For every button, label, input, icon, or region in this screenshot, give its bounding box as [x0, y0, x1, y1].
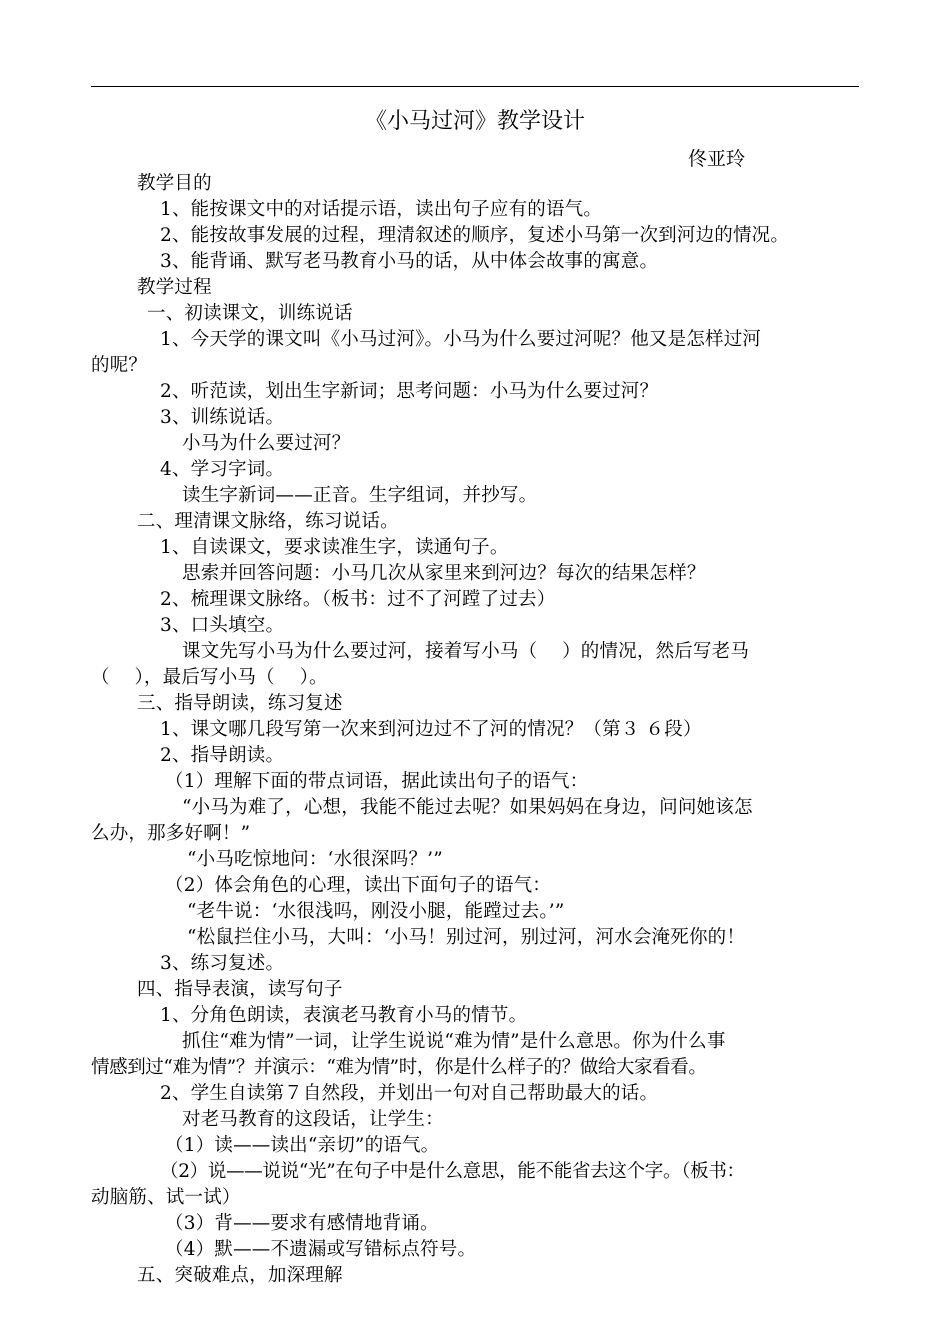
- body-line: （2）说——说说“光”在句子中是什么意思，能不能省去这个字。（板书：: [160, 1161, 745, 1182]
- body-line: 课文先写小马为什么要过河，接着写小马（ ）的情况，然后写老马: [182, 641, 750, 662]
- body-line: 2、学生自读第７自然段，并划出一句对自己帮助最大的话。: [160, 1083, 659, 1104]
- body-line: 抓住“难为情”一词，让学生说说“难为情”是什么意思。你为什么事: [182, 1031, 726, 1052]
- section-heading: 四、指导表演，读写句子: [137, 979, 343, 1000]
- body-line: 情感到过“难为情”？并演示：“难为情”时，你是什么样子的？做给大家看看。: [91, 1057, 707, 1078]
- body-line: 3、训练说话。: [160, 407, 285, 428]
- body-line: 1、分角色朗读，表演老马教育小马的情节。: [160, 1005, 528, 1026]
- section-heading: 三、指导朗读，练习复述: [137, 693, 343, 714]
- quote-line: “小马吃惊地问：‘水很深吗？’”: [187, 849, 443, 870]
- body-line: 动脑筋、试一试）: [91, 1187, 241, 1208]
- body-line: 小马为什么要过河？: [182, 433, 351, 454]
- body-line: （4）默——不遗漏或写错标点符号。: [165, 1239, 477, 1260]
- body-line: 3、练习复述。: [160, 953, 285, 974]
- quote-line: “松鼠拦住小马，大叫：‘小马！别过河，别过河，河水会淹死你的！: [187, 927, 746, 948]
- body-line: 思索并回答问题：小马几次从家里来到河边？每次的结果怎样？: [182, 563, 706, 584]
- body-line: 2、听范读，划出生字新词；思考问题：小马为什么要过河？: [160, 381, 659, 402]
- header-rule: [91, 86, 859, 87]
- section-heading: 五、突破难点，加深理解: [137, 1265, 343, 1286]
- quote-line: 么办，那多好啊！”: [91, 823, 251, 844]
- document-author: 佟亚玲: [688, 148, 746, 170]
- body-line: 2、指导朗读。: [160, 745, 285, 766]
- body-line: 4、学习字词。: [160, 459, 285, 480]
- body-line: 3、口头填空。: [160, 615, 285, 636]
- body-line: 的呢？: [91, 355, 148, 376]
- document-title: 《小马过河》教学设计: [364, 109, 585, 134]
- body-line: 3、能背诵、默写老马教育小马的话，从中体会故事的寓意。: [160, 251, 659, 272]
- body-line: 2、梳理课文脉络。（板书：过不了河蹚了过去）: [160, 589, 556, 610]
- heading-process: 教学过程: [137, 277, 212, 298]
- body-line: 1、自读课文，要求读准生字，读通句子。: [160, 537, 509, 558]
- quote-line: “老牛说：‘水很浅吗，刚没小腿，能蹚过去。’”: [187, 901, 565, 922]
- heading-objectives: 教学目的: [137, 173, 212, 194]
- body-line: （2）体会角色的心理，读出下面句子的语气：: [165, 875, 551, 896]
- body-line: 1、今天学的课文叫《小马过河》。小马为什么要过河呢？他又是怎样过河: [160, 329, 762, 350]
- body-line: 读生字新词——正音。生字组词，并抄写。: [182, 485, 538, 506]
- body-line: 1、能按课文中的对话提示语，读出句子应有的语气。: [160, 199, 603, 220]
- body-line: 1、课文哪几段写第一次来到河边过不了河的情况？（第３ ６段）: [160, 719, 702, 740]
- body-line: 2、能按故事发展的过程，理清叙述的顺序，复述小马第一次到河边的情况。: [160, 225, 790, 246]
- body-line: （3）背——要求有感情地背诵。: [165, 1213, 439, 1234]
- body-line: （1）读——读出“亲切”的语气。: [165, 1135, 440, 1156]
- section-heading: 一、初读课文，训练说话: [147, 303, 353, 324]
- body-line: （ ），最后写小马（ ）。: [91, 667, 328, 688]
- section-heading: 二、理清课文脉络，练习说话。: [137, 511, 399, 532]
- body-line: （1）理解下面的带点词语，据此读出句子的语气：: [165, 771, 589, 792]
- body-line: 对老马教育的这段话，让学生：: [182, 1109, 444, 1130]
- quote-line: “小马为难了，心想，我能不能过去呢？如果妈妈在身边，问问她该怎: [182, 797, 753, 818]
